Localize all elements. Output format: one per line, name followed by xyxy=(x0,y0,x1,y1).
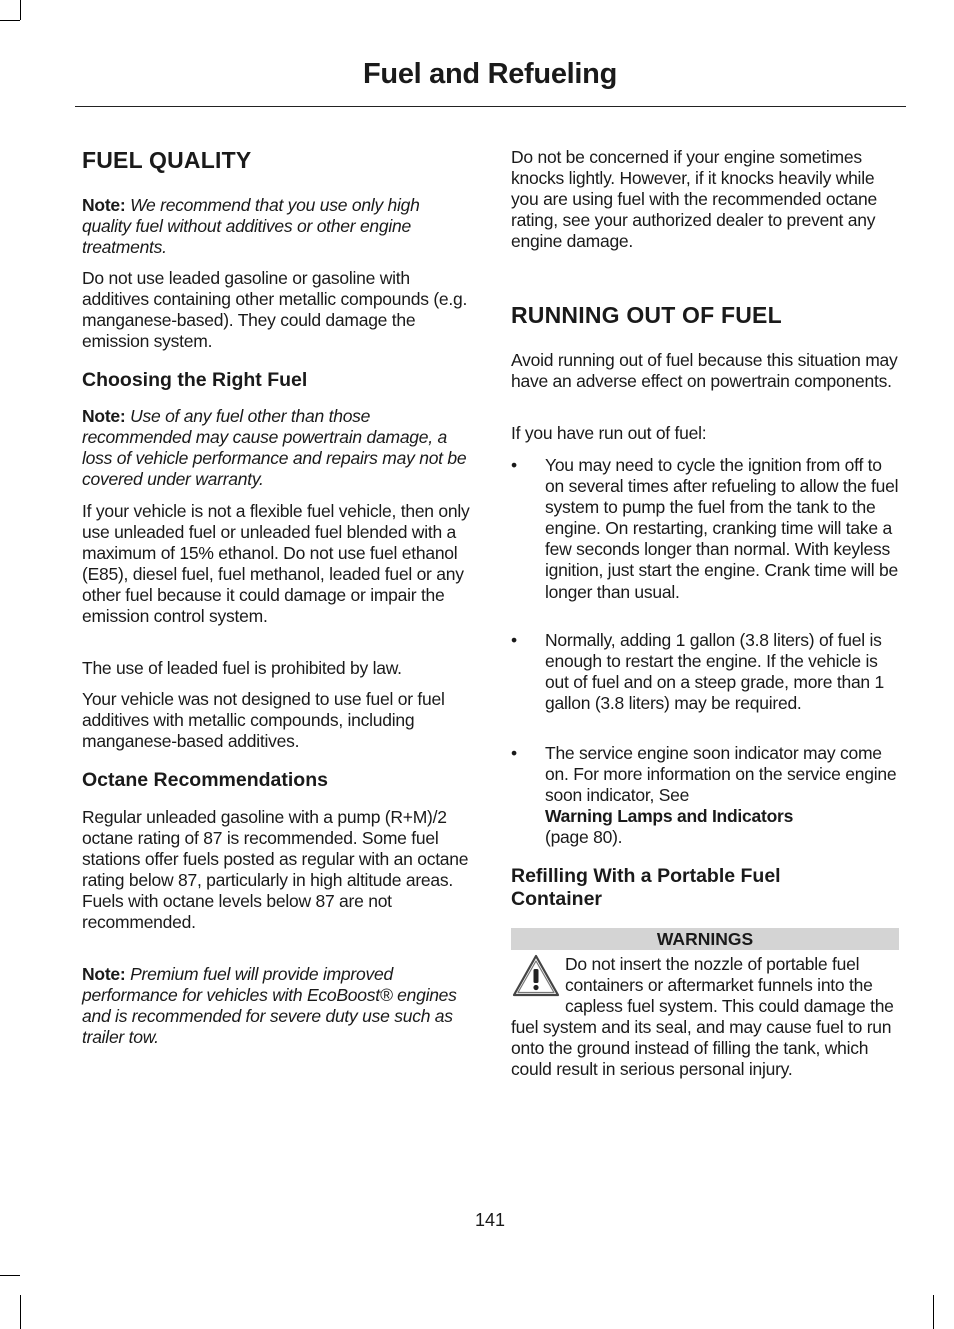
crop-mark-top-left-h xyxy=(0,20,20,21)
bullet-item-service-engine xyxy=(511,743,900,848)
heading-octane-recommendations: Octane Recommendations xyxy=(82,769,328,791)
warning-text: Do not insert the nozzle of portable fuel containers or aftermarket funnels into the capless fuel system. This could damage the fuel system and its seal, and may cause fuel to run onto the ground instead of filling the tank, which could result in serious personal injury. xyxy=(511,954,894,1080)
bullet-item-cycle-ignition xyxy=(511,455,900,603)
crop-mark-top-left-v xyxy=(20,0,21,20)
note-premium-fuel xyxy=(82,964,472,1048)
note-label: Note: xyxy=(82,406,126,426)
crop-mark-bottom-left-h xyxy=(0,1275,20,1276)
bullet-text: You may need to cycle the ignition from off to on several times after refueling to allow the fuel system to pump the fuel from the tank to the engine. On restarting, cranking time will take a few seconds longer than normal. With keyless ignition, just start the engine. Crank time will be longer than usual. xyxy=(545,455,899,602)
heading-fuel-quality: FUEL QUALITY xyxy=(82,147,252,173)
bullet-marker: • xyxy=(511,743,518,763)
bullet-text xyxy=(545,743,900,848)
paragraph-avoid-running-out: Avoid running out of fuel because this situation may have an adverse effect on powertrain components. xyxy=(511,350,898,392)
heading-choosing-right-fuel: Choosing the Right Fuel xyxy=(82,369,308,391)
paragraph-engine-knock: Do not be concerned if your engine sometimes knocks lightly. However, if it knocks heavily while you are using fuel with the recommended octane rating, see your authorized dealer to prevent any engine damage. xyxy=(511,147,877,252)
note-label: Note: xyxy=(82,964,126,984)
cross-reference-link[interactable]: Warning Lamps and Indicators xyxy=(545,806,794,827)
note-text: Use of any fuel other than those recommended may cause powertrain damage, a loss of vehicle performance and repairs may not be covered under warranty. xyxy=(82,406,467,490)
page-number: 141 xyxy=(474,1210,506,1230)
warning-icon-spacer xyxy=(511,954,565,998)
paragraph-if-run-out: If you have run out of fuel: xyxy=(511,423,707,443)
heading-running-out-of-fuel: RUNNING OUT OF FUEL xyxy=(511,302,782,328)
header-divider xyxy=(75,106,906,107)
paragraph-leaded-gasoline: Do not use leaded gasoline or gasoline with additives containing other metallic compounds (e.g. manganese-based). They could damage the emission system. xyxy=(82,268,468,352)
crop-mark-bottom-right-v xyxy=(933,1295,934,1329)
paragraph-flexible-fuel: If your vehicle is not a flexible fuel vehicle, then only use unleaded fuel or unleaded fuel blended with a maximum of 15% ethanol. Do not use fuel ethanol (E85), diesel fuel, fuel methanol, leaded fuel or any other fuel because it could damage or impair the emission control system. xyxy=(82,501,470,627)
note-label: Note: xyxy=(82,195,126,215)
page-reference: (page 80). xyxy=(545,827,623,848)
note-fuel-quality xyxy=(82,195,472,258)
note-text: Premium fuel will provide improved performance for vehicles with EcoBoost® engines and is recommended for severe duty use such as trailer tow. xyxy=(82,964,457,1048)
note-text: We recommend that you use only high quality fuel without additives or other engine treatments. xyxy=(82,195,420,258)
page-title: Fuel and Refueling xyxy=(362,58,617,90)
bullet-marker: • xyxy=(511,455,518,475)
warnings-header-bar: WARNINGS xyxy=(511,928,899,950)
crop-mark-bottom-left-v xyxy=(20,1295,21,1329)
note-choosing-fuel xyxy=(82,406,472,490)
bullet-text: Normally, adding 1 gallon (3.8 liters) of fuel is enough to restart the engine. If the vehicle is out of fuel and on a steep grade, more than 1 gallon (3.8 liters) may be required. xyxy=(545,630,884,714)
warning-text-block xyxy=(511,954,901,1081)
bullet-marker: • xyxy=(511,630,518,650)
paragraph-octane-rating: Regular unleaded gasoline with a pump (R+M)/2 octane rating of 87 is recommended. Some fuel stations offer fuels posted as regular with an octane rating below 87, particularly in high altitude areas. Fuels with octane levels below 87 are not recommended. xyxy=(82,807,469,933)
paragraph-metallic-compounds: Your vehicle was not designed to use fuel or fuel additives with metallic compounds, including manganese-based additives. xyxy=(82,689,445,752)
bullet-item-one-gallon xyxy=(511,630,900,714)
heading-refilling-portable-container: Refilling With a Portable Fuel Container xyxy=(511,865,781,910)
bullet-text-body: The service engine soon indicator may come on. For more information on the service engine soon indicator, See xyxy=(545,743,897,806)
paragraph-leaded-prohibited: The use of leaded fuel is prohibited by law. xyxy=(82,658,402,678)
